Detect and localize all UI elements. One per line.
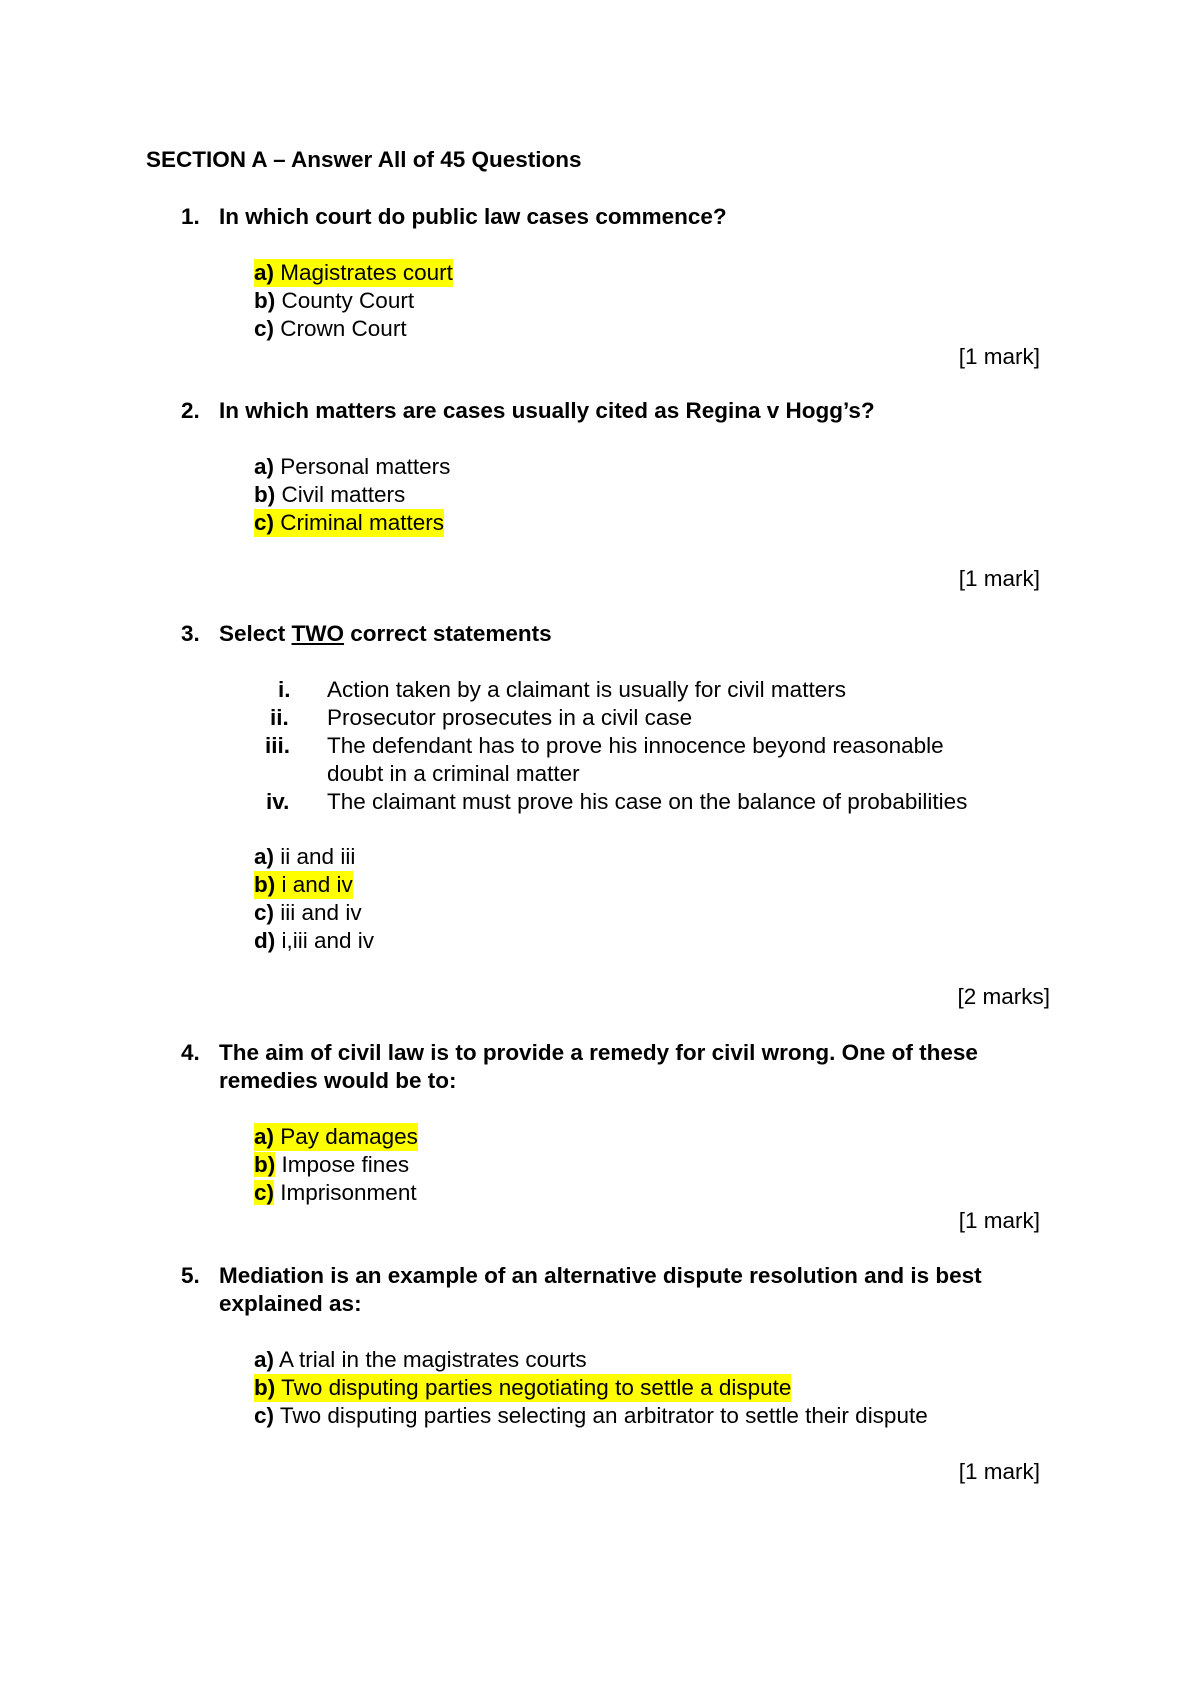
option-letter: c) (254, 316, 275, 341)
option-letter: b) (254, 1152, 276, 1177)
question-text: The aim of civil law is to provide a remedy for civil wrong. One of these (219, 1040, 978, 1065)
question-number: 4. (181, 1040, 200, 1065)
option-text: Impose fines (281, 1152, 410, 1177)
mark-value: [1 mark] (958, 344, 1040, 369)
option-letter: c) (254, 900, 275, 925)
option-text: Crown Court (280, 316, 407, 341)
answer-option-a (254, 1123, 418, 1151)
option-letter: c) (254, 510, 275, 535)
mark-value: [1 mark] (958, 1459, 1040, 1484)
answer-option-c (254, 899, 362, 927)
mark-value: [2 marks] (957, 984, 1050, 1009)
option-text: Magistrates court (280, 260, 453, 285)
question-number: 2. (181, 398, 200, 423)
statement-text: Action taken by a claimant is usually for civil matters (327, 677, 846, 702)
question-text-part: Select (219, 621, 292, 646)
option-text: Personal matters (280, 454, 451, 479)
option-text: i and iv (281, 872, 353, 897)
statement-number: iii. (265, 733, 291, 758)
question-text (219, 620, 552, 648)
mark-value: [1 mark] (958, 566, 1040, 591)
option-text: Two disputing parties negotiating to settle a dispute (281, 1375, 792, 1400)
answer-option-b (254, 1151, 409, 1179)
option-text: Civil matters (281, 482, 406, 507)
statement-text: Prosecutor prosecutes in a civil case (327, 705, 693, 730)
option-text: Imprisonment (280, 1180, 417, 1205)
question-number: 1. (181, 204, 200, 229)
option-text: Criminal matters (280, 510, 445, 535)
statement-text: The claimant must prove his case on the balance of probabilities (327, 789, 968, 814)
question-text: In which court do public law cases commence? (219, 204, 727, 229)
answer-option-a (254, 1346, 587, 1374)
option-letter: d) (254, 928, 276, 953)
option-letter: a) (254, 1124, 275, 1149)
question-text: In which matters are cases usually cited as Regina v Hogg’s? (219, 398, 875, 423)
option-letter: a) (254, 1347, 275, 1372)
question-number: 5. (181, 1263, 200, 1288)
answer-option-d (254, 927, 374, 955)
answer-option-c (254, 315, 407, 343)
statement-text-continued: doubt in a criminal matter (327, 761, 580, 786)
answer-option-c (254, 1402, 928, 1430)
option-letter: a) (254, 454, 275, 479)
option-letter: a) (254, 260, 275, 285)
option-text: A trial in the magistrates courts (279, 1347, 587, 1372)
answer-option-a (254, 259, 453, 287)
option-letter: b) (254, 482, 276, 507)
question-text-part: correct statements (344, 621, 552, 646)
question-text-continued: explained as: (219, 1291, 362, 1316)
option-letter: a) (254, 844, 275, 869)
answer-option-b (254, 1374, 791, 1402)
answer-option-a (254, 453, 450, 481)
statement-number: i. (278, 677, 291, 702)
option-letter: b) (254, 1375, 276, 1400)
answer-option-a (254, 843, 355, 871)
statement-text: The defendant has to prove his innocence beyond reasonable (327, 733, 944, 758)
option-text: ii and iii (280, 844, 356, 869)
statement-number: iv. (266, 789, 290, 814)
question-number: 3. (181, 621, 200, 646)
option-text: Two disputing parties selecting an arbitrator to settle their dispute (279, 1403, 928, 1428)
option-text: i,iii and iv (281, 928, 375, 953)
mark-value: [1 mark] (958, 1208, 1040, 1233)
option-letter: c) (254, 1403, 275, 1428)
option-letter: c) (254, 1180, 275, 1205)
answer-option-b (254, 871, 353, 899)
statement-number: ii. (270, 705, 289, 730)
answer-option-c (254, 509, 444, 537)
option-letter: b) (254, 872, 276, 897)
option-text: County Court (281, 288, 415, 313)
option-text: Pay damages (280, 1124, 418, 1149)
option-text: iii and iv (280, 900, 362, 925)
answer-option-b (254, 287, 414, 315)
answer-option-c (254, 1179, 417, 1207)
section-title: SECTION A – Answer All of 45 Questions (146, 147, 582, 172)
question-text-continued: remedies would be to: (219, 1068, 457, 1093)
option-letter: b) (254, 288, 276, 313)
question-text: Mediation is an example of an alternative dispute resolution and is best (219, 1263, 982, 1288)
question-text-emphasis: TWO (291, 621, 345, 646)
answer-option-b (254, 481, 405, 509)
